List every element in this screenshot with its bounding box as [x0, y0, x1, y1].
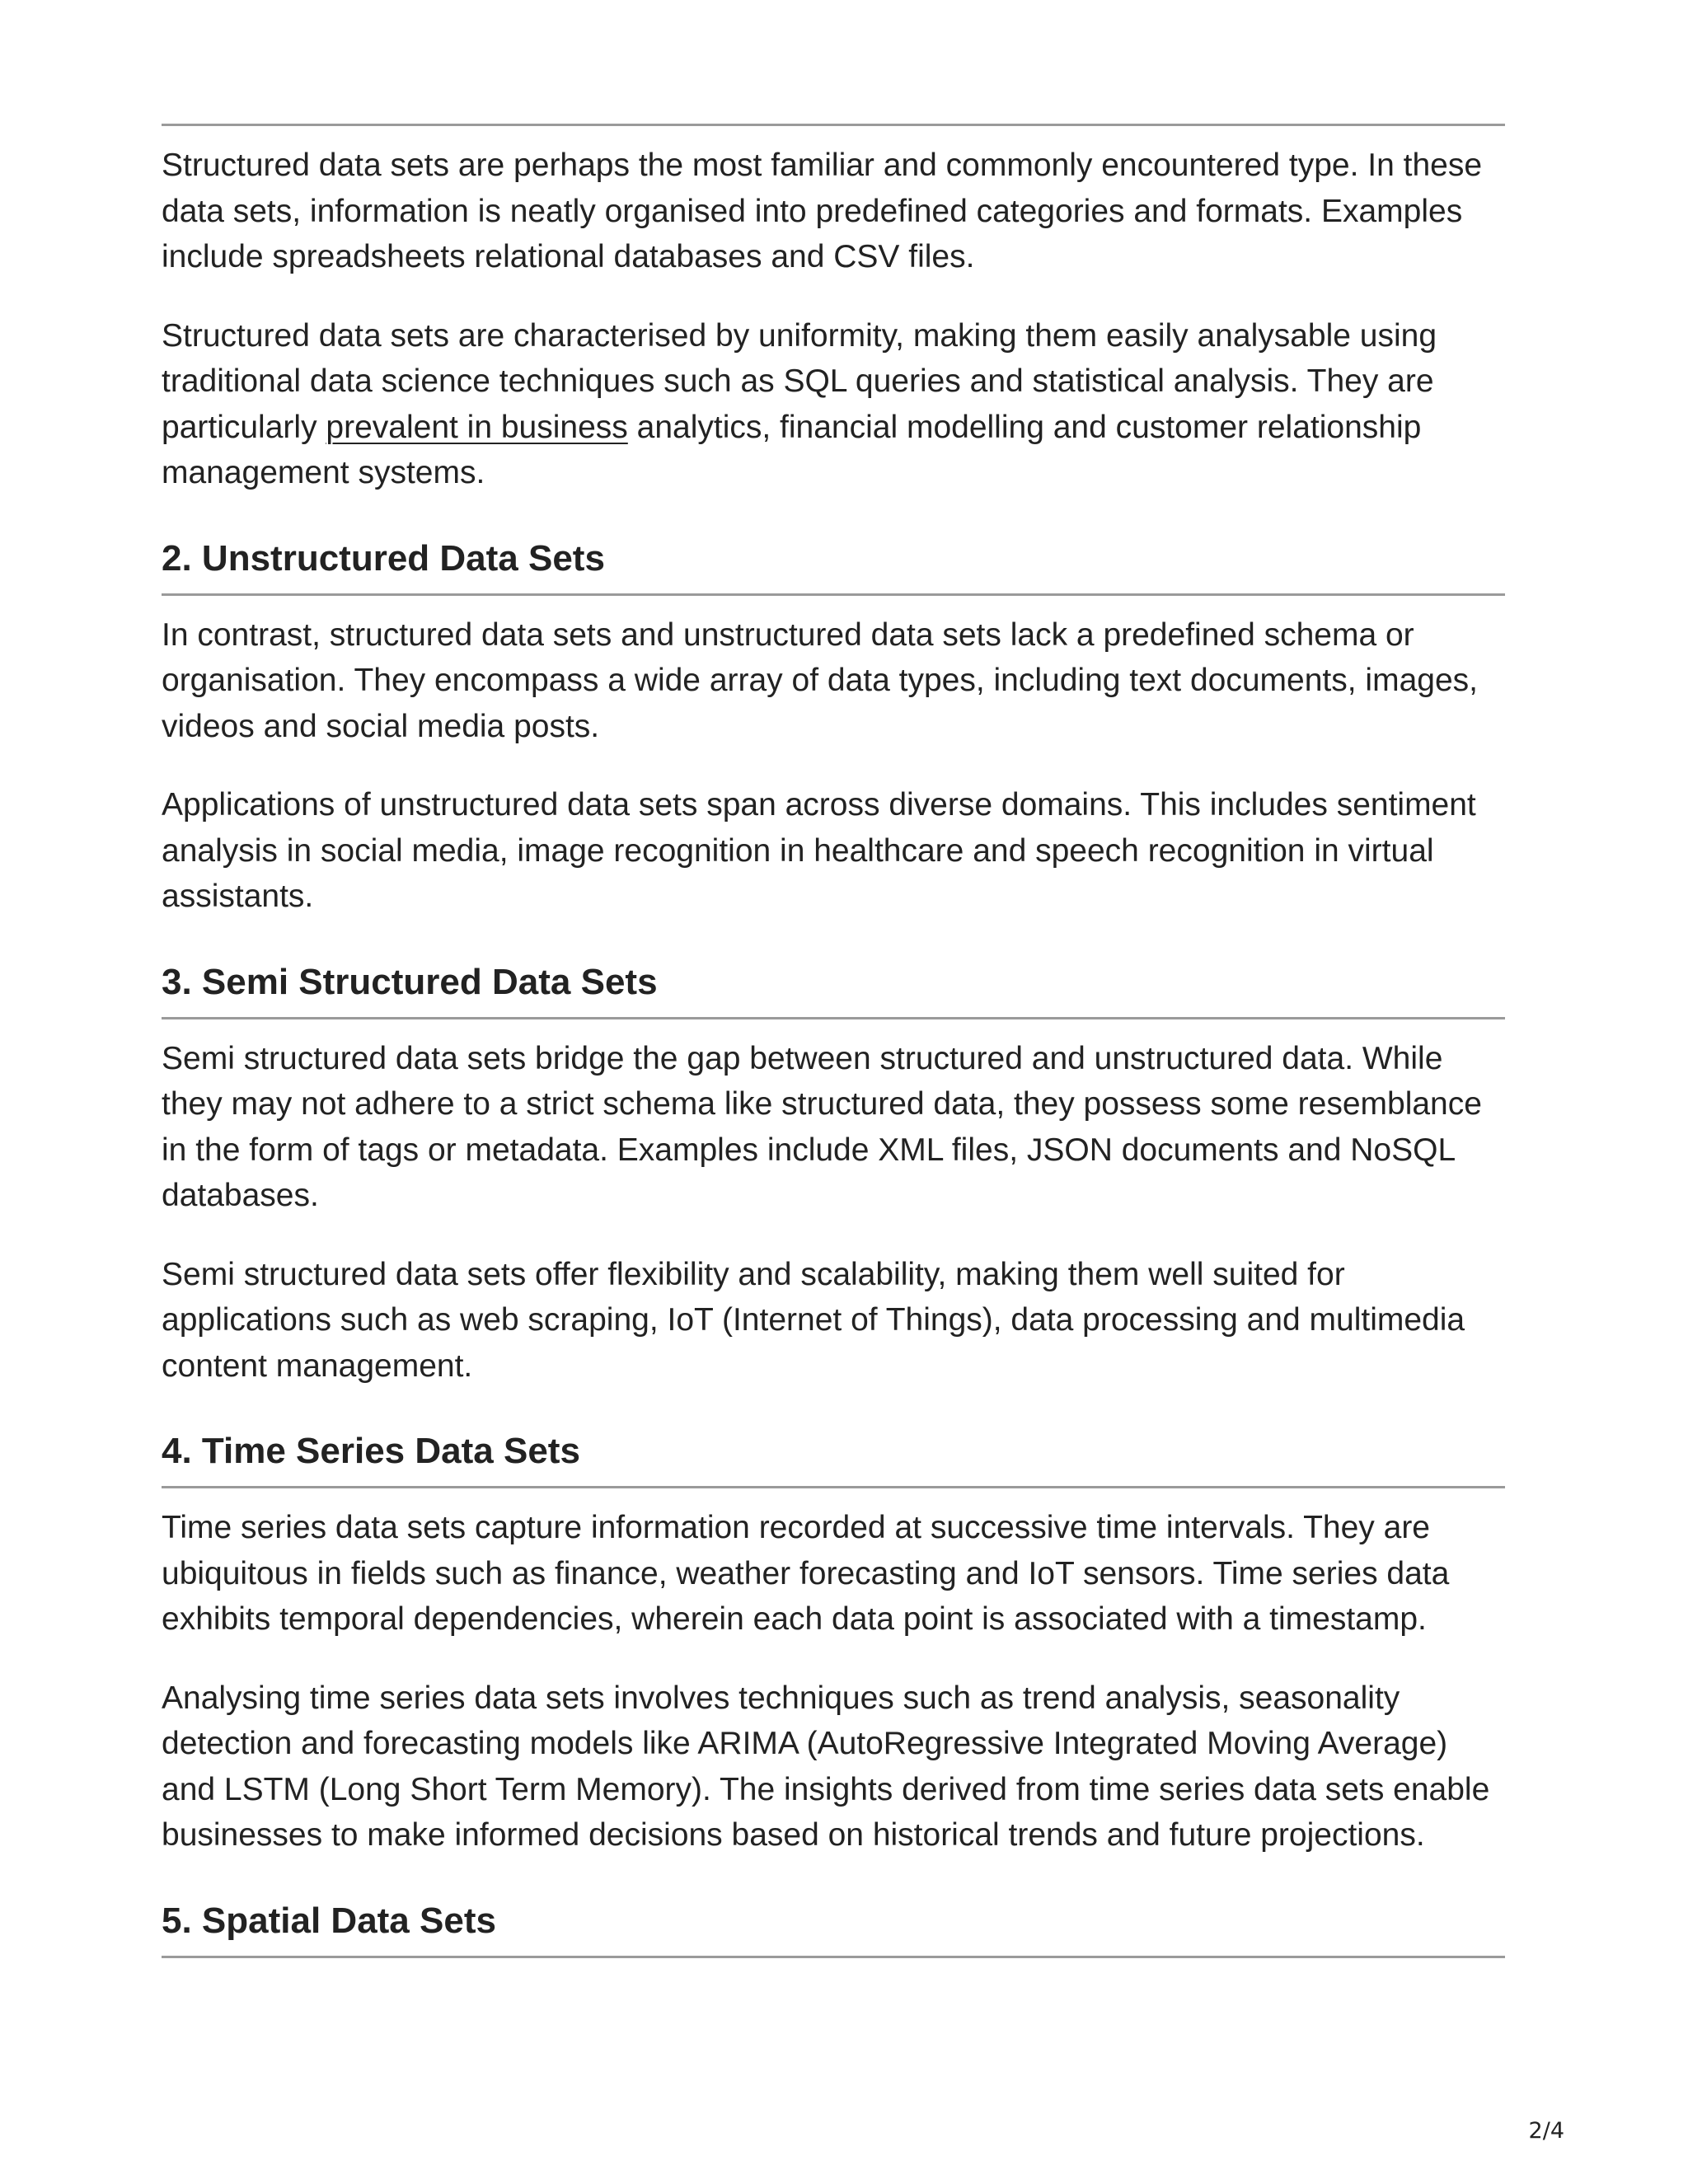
unstructured-paragraph-2: Applications of unstructured data sets span across diverse domains. This includes sentiment analysis in social media, image recognition in healthcare and speech recognition in virtual assistants.	[162, 787, 1476, 914]
structured-paragraph-2	[162, 313, 1505, 496]
time-series-heading: 4. Time Series Data Sets	[162, 1428, 1505, 1488]
time-series-paragraph-1: Time series data sets capture information recorded at successive time intervals. They are ubiquitous in fields such as finance, weather forecasting and IoT sensors. Time series data exhibits temporal dependencies, wherein each data point is associated with a timestamp.	[162, 1510, 1450, 1637]
page-number: 2/4	[1528, 2118, 1564, 2144]
prevalent-in-business-link[interactable]: prevalent in business	[326, 409, 628, 445]
unstructured-heading: 2. Unstructured Data Sets	[162, 536, 1505, 596]
time-series-paragraph-2: Analysing time series data sets involves techniques such as trend analysis, seasonality detection and forecasting models like ARIMA (AutoRegressive Integrated Moving Average) and LSTM (Long Short Term Memory). The insights derived from time series data sets enable businesses to make informed decisions based on historical trends and future projections.	[162, 1680, 1490, 1853]
semi-structured-heading: 3. Semi Structured Data Sets	[162, 959, 1505, 1019]
semi-structured-paragraph-1: Semi structured data sets bridge the gap between structured and unstructured data. While they may not adhere to a strict schema like structured data, they possess some resemblance in the form of tags or metadata. Examples include XML files, JSON documents and NoSQL databases.	[162, 1040, 1482, 1213]
structured-paragraph-2-text-a: Structured data sets are characterised by uniformity, making them easily analysable using traditional data science techniques such as SQL queries and statistical analysis. They are particularly	[162, 317, 1437, 445]
article-body	[162, 124, 1505, 1975]
structured-paragraph-2-text-b: analytics, financial modelling and customer relationship management systems.	[162, 409, 1422, 490]
section-divider	[162, 124, 1505, 126]
semi-structured-paragraph-2: Semi structured data sets offer flexibility and scalability, making them well suited for applications such as web scraping, IoT (Internet of Things), data processing and multimedia content management.	[162, 1256, 1465, 1384]
unstructured-paragraph-1: In contrast, structured data sets and unstructured data sets lack a predefined schema or organisation. They encompass a wide array of data types, including text documents, images, videos and social media posts.	[162, 616, 1478, 744]
structured-paragraph-1: Structured data sets are perhaps the most familiar and commonly encountered type. In these data sets, information is neatly organised into predefined categories and formats. Examples include spreadsheets relational databases and CSV files.	[162, 148, 1483, 274]
spatial-heading: 5. Spatial Data Sets	[162, 1898, 1505, 1958]
